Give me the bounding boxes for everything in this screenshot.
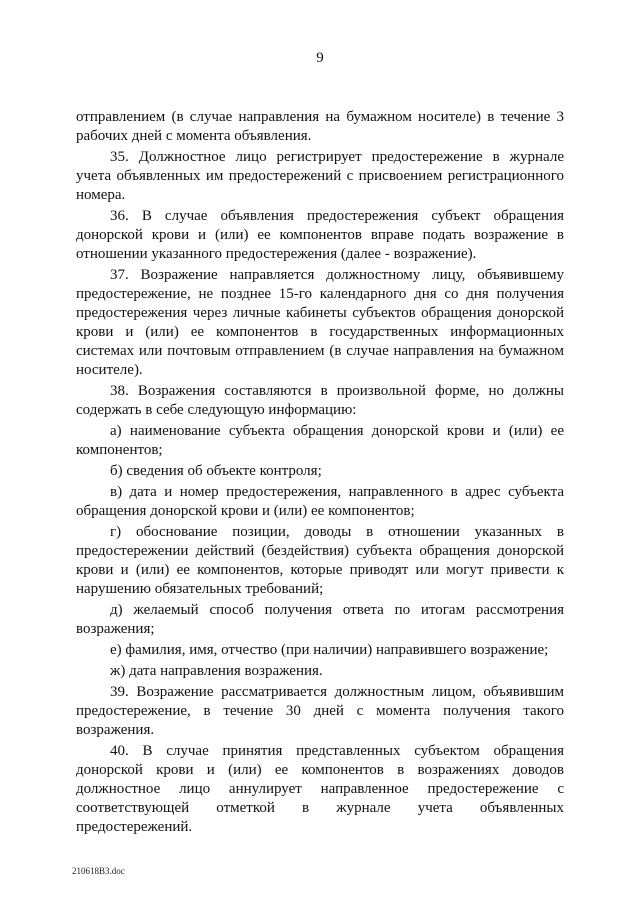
list-item-zh: ж) дата направления возражения.	[110, 663, 323, 679]
list-item-g: г) обоснование позиции, доводы в отношении указанных в предостережении действий (бездействия) субъекта обращения донорской крови и (или) ее компонентов, которые приводят или могут привести к нарушению обязательных требований;	[76, 524, 564, 597]
document-body	[76, 108, 564, 839]
paragraph-40: 40. В случае принятия представленных субъектом обращения донорской крови и (или) ее компонентов в возражениях доводов должностное лицо аннулирует направленное предостережение с соответствующей отметкой в журнале учета объявленных предостережений.	[76, 743, 564, 835]
list-item-d: д) желаемый способ получения ответа по итогам рассмотрения возражения;	[76, 602, 564, 637]
page-number: 9	[316, 50, 324, 66]
paragraph-39: 39. Возражение рассматривается должностным лицом, объявившим предостережение, в течение 30 дней с момента получения такого возражения.	[76, 684, 564, 738]
paragraph-36: 36. В случае объявления предостережения субъект обращения донорской крови и (или) ее компонентов вправе подать возражение в отношении указанного предостережения (далее - возражение).	[76, 208, 564, 262]
list-item-a: а) наименование субъекта обращения донорской крови и (или) ее компонентов;	[76, 423, 564, 458]
paragraph-35: 35. Должностное лицо регистрирует предостережение в журнале учета объявленных им предостережений с присвоением регистрационного номера.	[76, 149, 564, 203]
list-item-b: б) сведения об объекте контроля;	[110, 463, 322, 479]
paragraph-continuation: отправлением (в случае направления на бумажном носителе) в течение 3 рабочих дней с момента объявления.	[76, 109, 564, 144]
paragraph-38: 38. Возражения составляются в произвольной форме, но должны содержать в себе следующую информацию:	[76, 383, 564, 418]
footer-filename: 210618B3.doc	[72, 866, 125, 876]
list-item-v: в) дата и номер предостережения, направленного в адрес субъекта обращения донорской крови и (или) ее компонентов;	[76, 484, 564, 519]
list-item-e: е) фамилия, имя, отчество (при наличии) направившего возражение;	[110, 642, 549, 658]
paragraph-37: 37. Возражение направляется должностному лицу, объявившему предостережение, не позднее 15-го календарного дня со дня получения предостережения через личные кабинеты субъектов обращения донорской крови и (или) ее компонентов в государственных информационных системах или почтовым отправлением (в случае направления на бумажном носителе).	[76, 267, 564, 378]
